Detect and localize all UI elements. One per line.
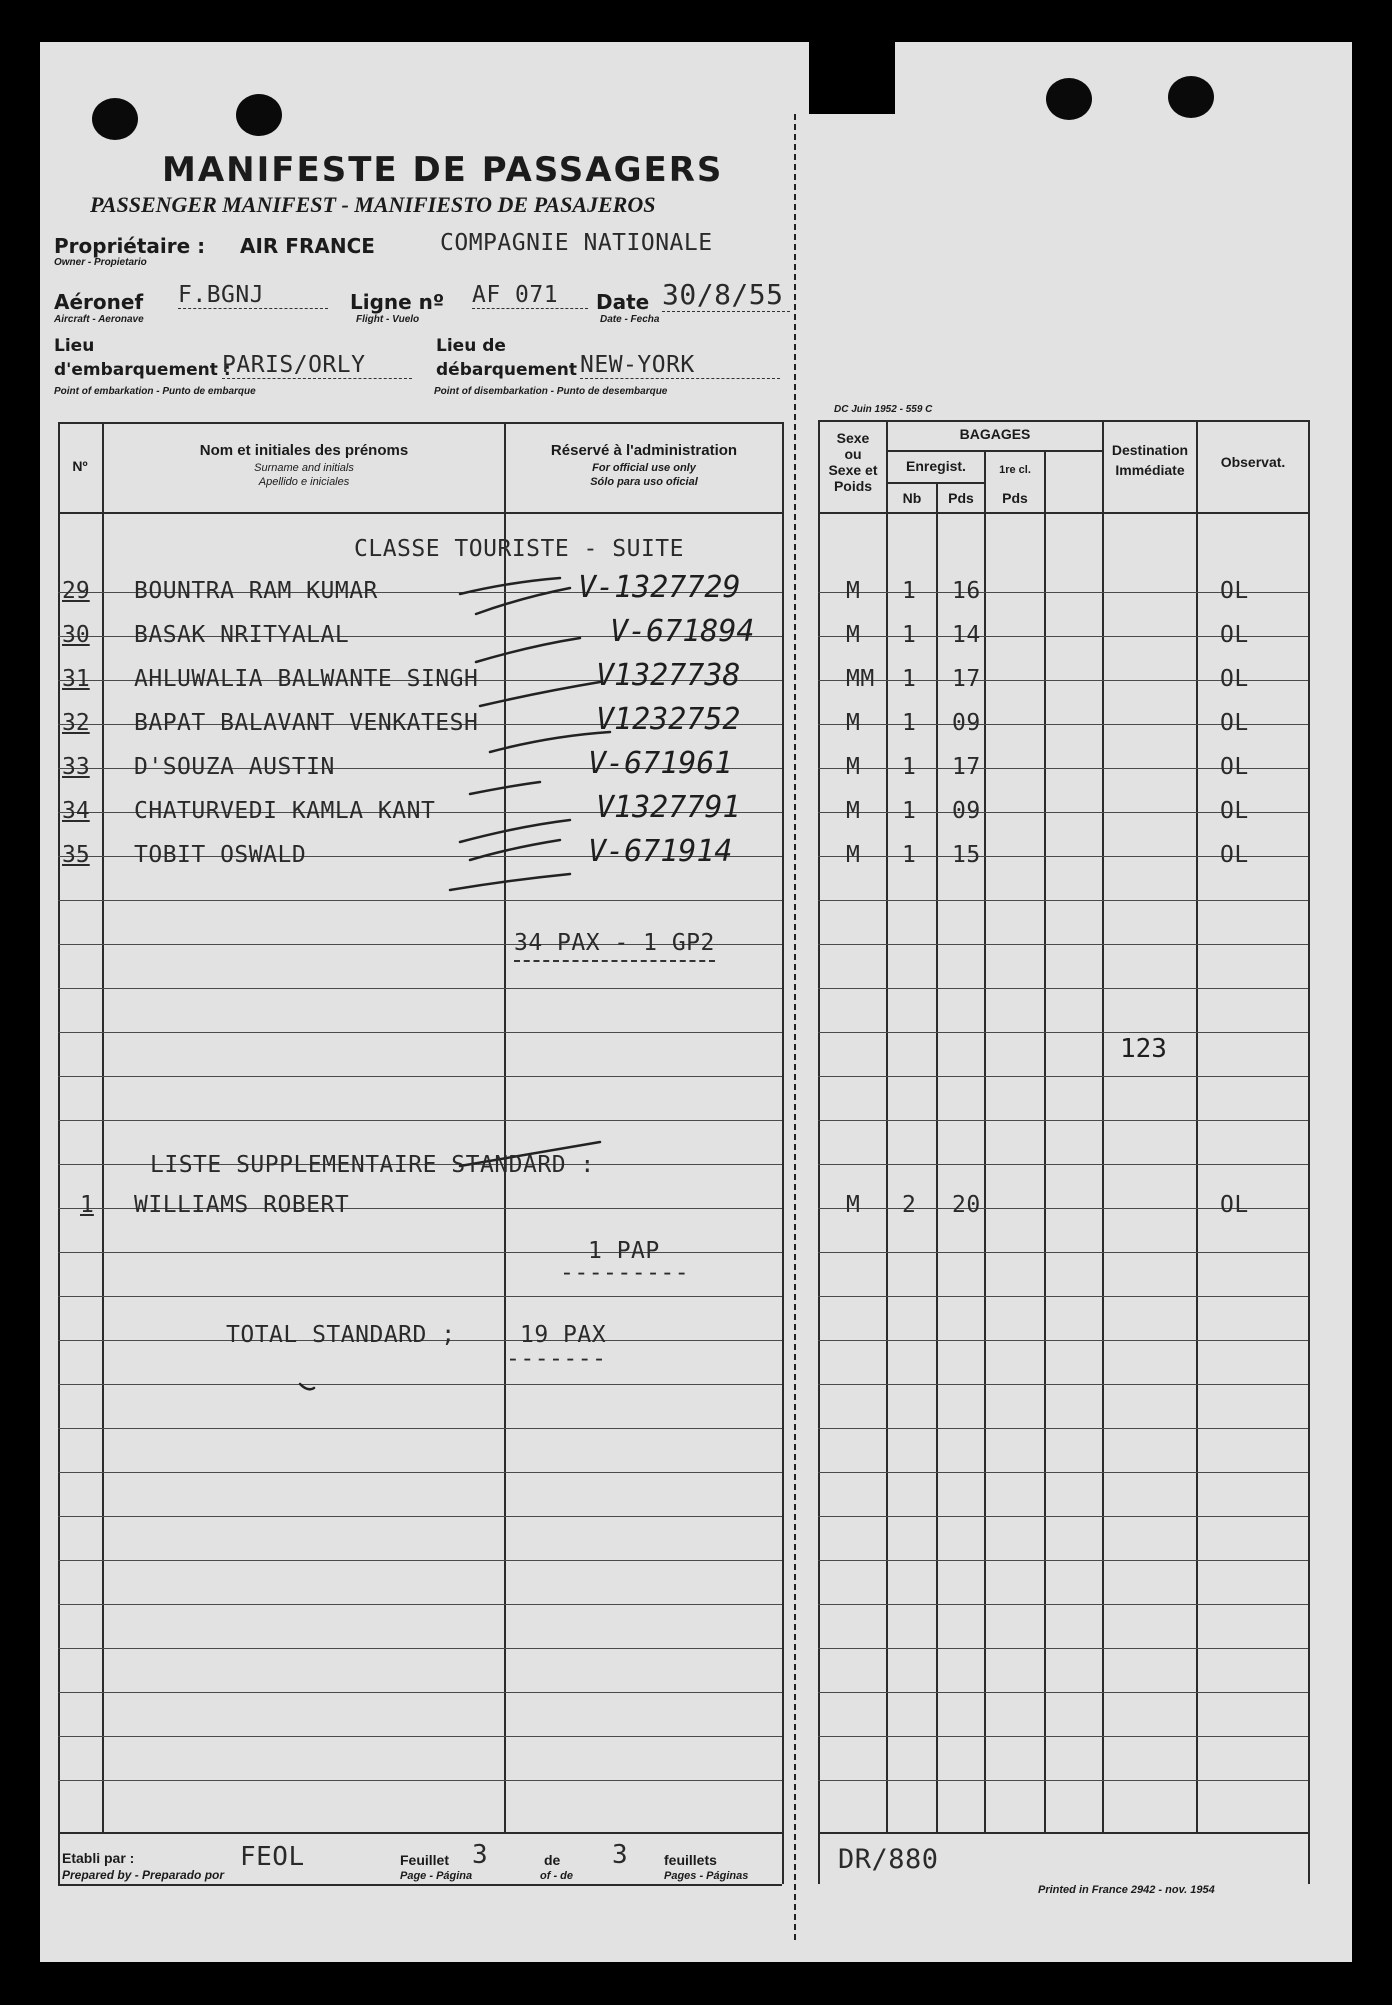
aircraft-value: F.BGNJ [178,282,328,309]
passenger-pds: 09 [952,710,981,736]
embark-label-2: d'embarquement : [54,360,231,380]
pen-marks [40,42,1352,1962]
passenger-pds: 09 [952,798,981,824]
col-bagages: BAGAGES [959,426,1031,442]
passenger-admin: V-671914 [588,834,733,869]
col-sex-3: Sexe et [828,462,878,478]
col-name-sub1: Surname and initials [254,462,354,474]
pages-sub: Pages - Páginas [664,1870,749,1882]
owner-extra: COMPAGNIE NATIONALE [440,230,713,256]
embark-value: PARIS/ORLY [222,352,412,379]
passenger-obs: OL [1220,710,1249,736]
passenger-pds: 17 [952,666,981,692]
col-admin-sub1: For official use only [592,462,696,474]
flight-label: Ligne nº [350,290,445,314]
owner-sub: Owner - Propietario [54,257,147,268]
passenger-obs: OL [1220,754,1249,780]
passenger-sex: M [846,754,861,780]
of-value: 3 [612,1840,629,1870]
passenger-admin: V-671961 [588,746,733,781]
col-name-sub2: Apellido e iniciales [258,476,350,488]
disembark-value: NEW-YORK [580,352,780,379]
prepared-label: Etabli par : [62,1850,135,1866]
passenger-admin: V1232752 [596,702,741,737]
passenger-no: 1 [80,1192,94,1218]
passenger-nb: 1 [902,710,917,736]
passenger-no: 35 [62,842,90,868]
passenger-obs: OL [1220,622,1249,648]
passenger-name: TOBIT OSWALD [134,842,307,868]
passenger-sex: M [846,842,861,868]
col-name-main: Nom et initiales des prénoms [199,442,409,459]
passenger-admin: V-671894 [610,614,755,649]
passenger-name: BAPAT BALAVANT VENKATESH [134,710,479,736]
passenger-no: 34 [62,798,90,824]
manifest-title: MANIFESTE DE PASSAGERS [162,150,724,190]
page-value: 3 [472,1840,489,1870]
pages-label: feuillets [664,1852,717,1868]
passenger-nb: 1 [902,798,917,824]
page-label: Feuillet [400,1852,450,1868]
aircraft-label: Aéronef [54,290,144,314]
passenger-admin: V-1327729 [578,570,741,605]
col-enregist: Enregist. [906,458,966,474]
passenger-name: CHATURVEDI KAMLA KANT [134,798,436,824]
passenger-no: 29 [62,578,90,604]
passenger-name: BASAK NRITYALAL [134,622,350,648]
manifest-subtitle: PASSENGER MANIFEST - MANIFIESTO DE PASAJEROS [90,192,656,217]
col-sex-2: ou [844,446,862,462]
embark-sub: Point of embarkation - Punto de embarque [54,386,256,397]
date-sub: Date - Fecha [600,314,660,325]
passenger-nb: 1 [902,842,917,868]
col-observ: Observat. [1220,454,1286,470]
owner-value: AIR FRANCE [240,234,375,258]
passenger-pds: 20 [952,1192,981,1218]
passenger-obs: OL [1220,666,1249,692]
passenger-no: 32 [62,710,90,736]
section-heading: CLASSE TOURISTE - SUITE [354,536,684,562]
aircraft-sub: Aircraft - Aeronave [54,314,144,325]
col-pds: Pds [948,490,974,506]
col-no: Nº [72,458,88,474]
pap-total: 1 PAP [588,1238,660,1264]
total-standard-value: 19 PAX [520,1322,607,1348]
passenger-no: 33 [62,754,90,780]
prepared-value: FEOL [240,1842,305,1872]
total-standard-label: TOTAL STANDARD ; [226,1322,456,1348]
passenger-admin: V1327791 [596,790,741,825]
passenger-name: D'SOUZA AUSTIN [134,754,335,780]
passenger-obs: OL [1220,1192,1249,1218]
passenger-pds: 17 [952,754,981,780]
passenger-obs: OL [1220,842,1249,868]
date-value: 30/8/55 [662,278,790,312]
passenger-sex: M [846,1192,861,1218]
passenger-pds: 15 [952,842,981,868]
passenger-nb: 1 [902,578,917,604]
col-admin-sub2: Sólo para uso oficial [590,476,698,488]
passenger-nb: 1 [902,622,917,648]
col-first-cl: 1re cl. [999,464,1031,476]
of-sub: of - de [540,1870,573,1882]
passenger-obs: OL [1220,798,1249,824]
col-destination-2: Immédiate [1115,462,1185,478]
passenger-no: 30 [62,622,90,648]
passenger-nb: 1 [902,754,917,780]
passenger-pds: 14 [952,622,981,648]
printed-in: Printed in France 2942 - nov. 1954 [1038,1884,1215,1896]
passenger-sex: MM [846,666,875,692]
table-row [40,1192,1352,1232]
manifest-sheet [40,42,1352,1962]
passenger-nb: 2 [902,1192,917,1218]
passenger-name: AHLUWALIA BALWANTE SINGH [134,666,479,692]
flight-sub: Flight - Vuelo [356,314,420,325]
col-destination-1: Destination [1111,442,1189,458]
passenger-sex: M [846,710,861,736]
form-code: DC Juin 1952 - 559 C [834,404,933,415]
pap-dashes: --------- [560,1260,690,1286]
col-sex-4: Poids [833,478,873,494]
passenger-pds: 16 [952,578,981,604]
owner-label: Propriétaire : [54,234,206,258]
total-dashes: ------- [506,1346,607,1372]
page-sub: Page - Página [400,1870,473,1882]
date-label: Date [596,290,650,314]
passenger-name: WILLIAMS ROBERT [134,1192,350,1218]
passenger-admin: V1327738 [596,658,741,693]
passenger-sex: M [846,798,861,824]
col-nb: Nb [902,490,922,506]
passenger-sex: M [846,578,861,604]
passenger-sex: M [846,622,861,648]
prepared-sub: Prepared by - Preparado por [62,1868,225,1882]
pax-total: 34 PAX - 1 GP2 [514,930,715,962]
flight-value: AF 071 [472,282,588,309]
col-first-pds: Pds [1002,490,1028,506]
embark-label-1: Lieu [54,336,95,356]
reference-code: DR/880 [838,1844,939,1875]
destination-note: 123 [1120,1034,1167,1064]
passenger-nb: 1 [902,666,917,692]
of-label: de [544,1852,561,1868]
col-sex-1: Sexe [836,430,870,446]
supplementary-heading: LISTE SUPPLEMENTAIRE STANDARD : [150,1152,595,1178]
disembark-label-1: Lieu de [436,336,506,356]
disembark-label-2: débarquement [436,360,577,380]
col-admin-main: Réservé à l'administration [550,442,738,459]
passenger-obs: OL [1220,578,1249,604]
passenger-name: BOUNTRA RAM KUMAR [134,578,378,604]
passenger-no: 31 [62,666,90,692]
disembark-sub: Point of disembarkation - Punto de desembarque [434,386,668,397]
